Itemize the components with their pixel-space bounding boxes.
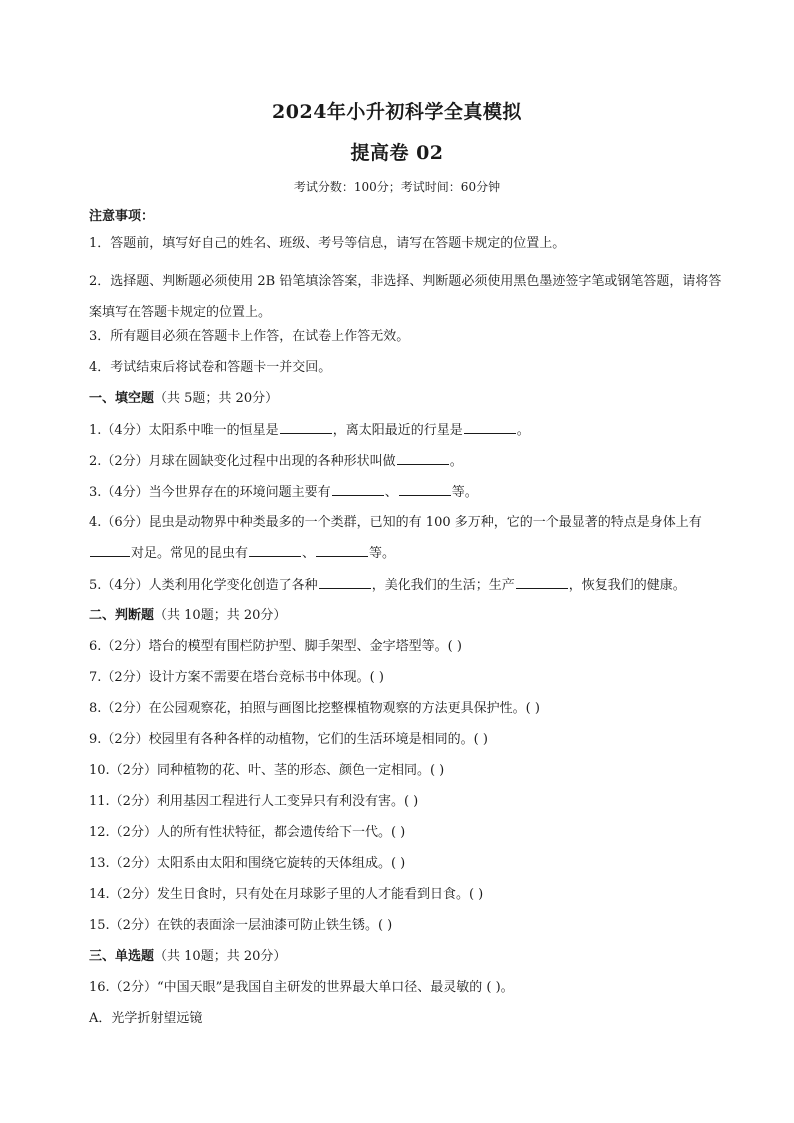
answer-blank[interactable] [280,421,332,434]
section3-heading: 三、单选题 [89,949,155,964]
q1-text-b: ，离太阳最近的行星是 [332,423,463,438]
q5-text-a: 5.（4分）人类利用化学变化创造了各种 [89,578,318,593]
section2-meta: （共 10题；共 20分） [154,608,287,623]
section1-header [89,390,729,421]
q5-text-b: ，美化我们的生活；生产 [371,578,515,593]
exam-body [89,208,729,1041]
question-6: 6.（2分）塔台的模型有围栏防护型、脚手架型、金字塔型等。( ) [89,639,462,654]
answer-blank[interactable] [249,544,301,557]
q3-text-c: 等。 [451,485,478,500]
answer-blank[interactable] [464,421,516,434]
q1-text-c: 。 [516,423,530,438]
q3-text-b: 、 [384,485,398,500]
section1-heading: 一、填空题 [89,391,155,406]
exam-title: 2024年小升初科学全真模拟 [272,101,522,123]
answer-blank[interactable] [516,576,568,589]
section2-header [89,607,729,638]
q4-text-d: 等。 [369,546,396,561]
question-7: 7.（2分）设计方案不需要在塔台竞标书中体现。( ) [89,670,384,685]
q1-text-a: 1.（4分）太阳系中唯一的恒星是 [89,423,279,438]
section2-heading: 二、判断题 [89,608,155,623]
question-4 [89,507,729,569]
q3-text-a: 3.（4分）当今世界存在的环境问题主要有 [89,485,331,500]
answer-blank[interactable] [90,544,130,557]
q4-text-a: 4.（6分）昆虫是动物界中种类最多的一个类群，已知的有 100 多万种，它的一个最显著的特点是身体上有 [89,515,702,530]
question-9: 9.（2分）校园里有各种各样的动植物，它们的生活环境是相同的。( ) [89,732,488,747]
question-5 [89,576,729,607]
question-1 [89,421,729,452]
note-item-1: 1．答题前，填写好自己的姓名、班级、考号等信息，请写在答题卡规定的位置上。 [89,236,566,251]
question-12: 12.（2分）人的所有性状特征，都会遗传给下一代。( ) [89,825,406,840]
section3-meta: （共 10题；共 20分） [154,949,287,964]
answer-blank[interactable] [399,483,451,496]
question-16-option-a[interactable]: A．光学折射望远镜 [89,1011,203,1026]
question-10: 10.（2分）同种植物的花、叶、茎的形态、颜色一定相同。( ) [89,763,445,778]
note-item-2: 2．选择题、判断题必须使用 2B 铅笔填涂答案，非选择、判断题必须使用黑色墨迹签字笔或钢笔答题，请将答案填写在答题卡规定的位置上。 [89,274,722,320]
answer-blank[interactable] [319,576,371,589]
q4-text-b: 对足。常见的昆虫有 [131,546,249,561]
answer-blank[interactable] [397,452,449,465]
answer-blank[interactable] [332,483,384,496]
q5-text-c: ，恢复我们的健康。 [568,578,686,593]
q2-text-a: 2.（2分）月球在圆缺变化过程中出现的各种形状叫做 [89,454,396,469]
question-15: 15.（2分）在铁的表面涂一层油漆可防止铁生锈。( ) [89,918,393,933]
section1-meta: （共 5题；共 20分） [154,391,279,406]
q4-text-c: 、 [302,546,316,561]
answer-blank[interactable] [316,544,368,557]
exam-subtitle: 提高卷 02 [350,142,444,164]
notes-heading: 注意事项： [89,209,155,224]
question-13: 13.（2分）太阳系由太阳和围绕它旋转的天体组成。( ) [89,856,406,871]
question-16: 16.（2分）“中国天眼”是我国自主研发的世界最大单口径、最灵敏的 ( )。 [89,980,514,995]
question-8: 8.（2分）在公园观察花，拍照与画图比挖整棵植物观察的方法更具保护性。( ) [89,701,540,716]
exam-info: 考试分数：100分；考试时间：60分钟 [293,180,501,194]
q2-text-b: 。 [449,454,463,469]
note-item-4: 4．考试结束后将试卷和答题卡一并交回。 [89,360,332,375]
question-11: 11.（2分）利用基因工程进行人工变异只有利没有害。( ) [89,794,419,809]
question-14: 14.（2分）发生日食时，只有处在月球影子里的人才能看到日食。( ) [89,887,484,902]
note-item-3: 3．所有题目必须在答题卡上作答，在试卷上作答无效。 [89,329,410,344]
question-2 [89,452,729,483]
section3-header [89,948,729,979]
